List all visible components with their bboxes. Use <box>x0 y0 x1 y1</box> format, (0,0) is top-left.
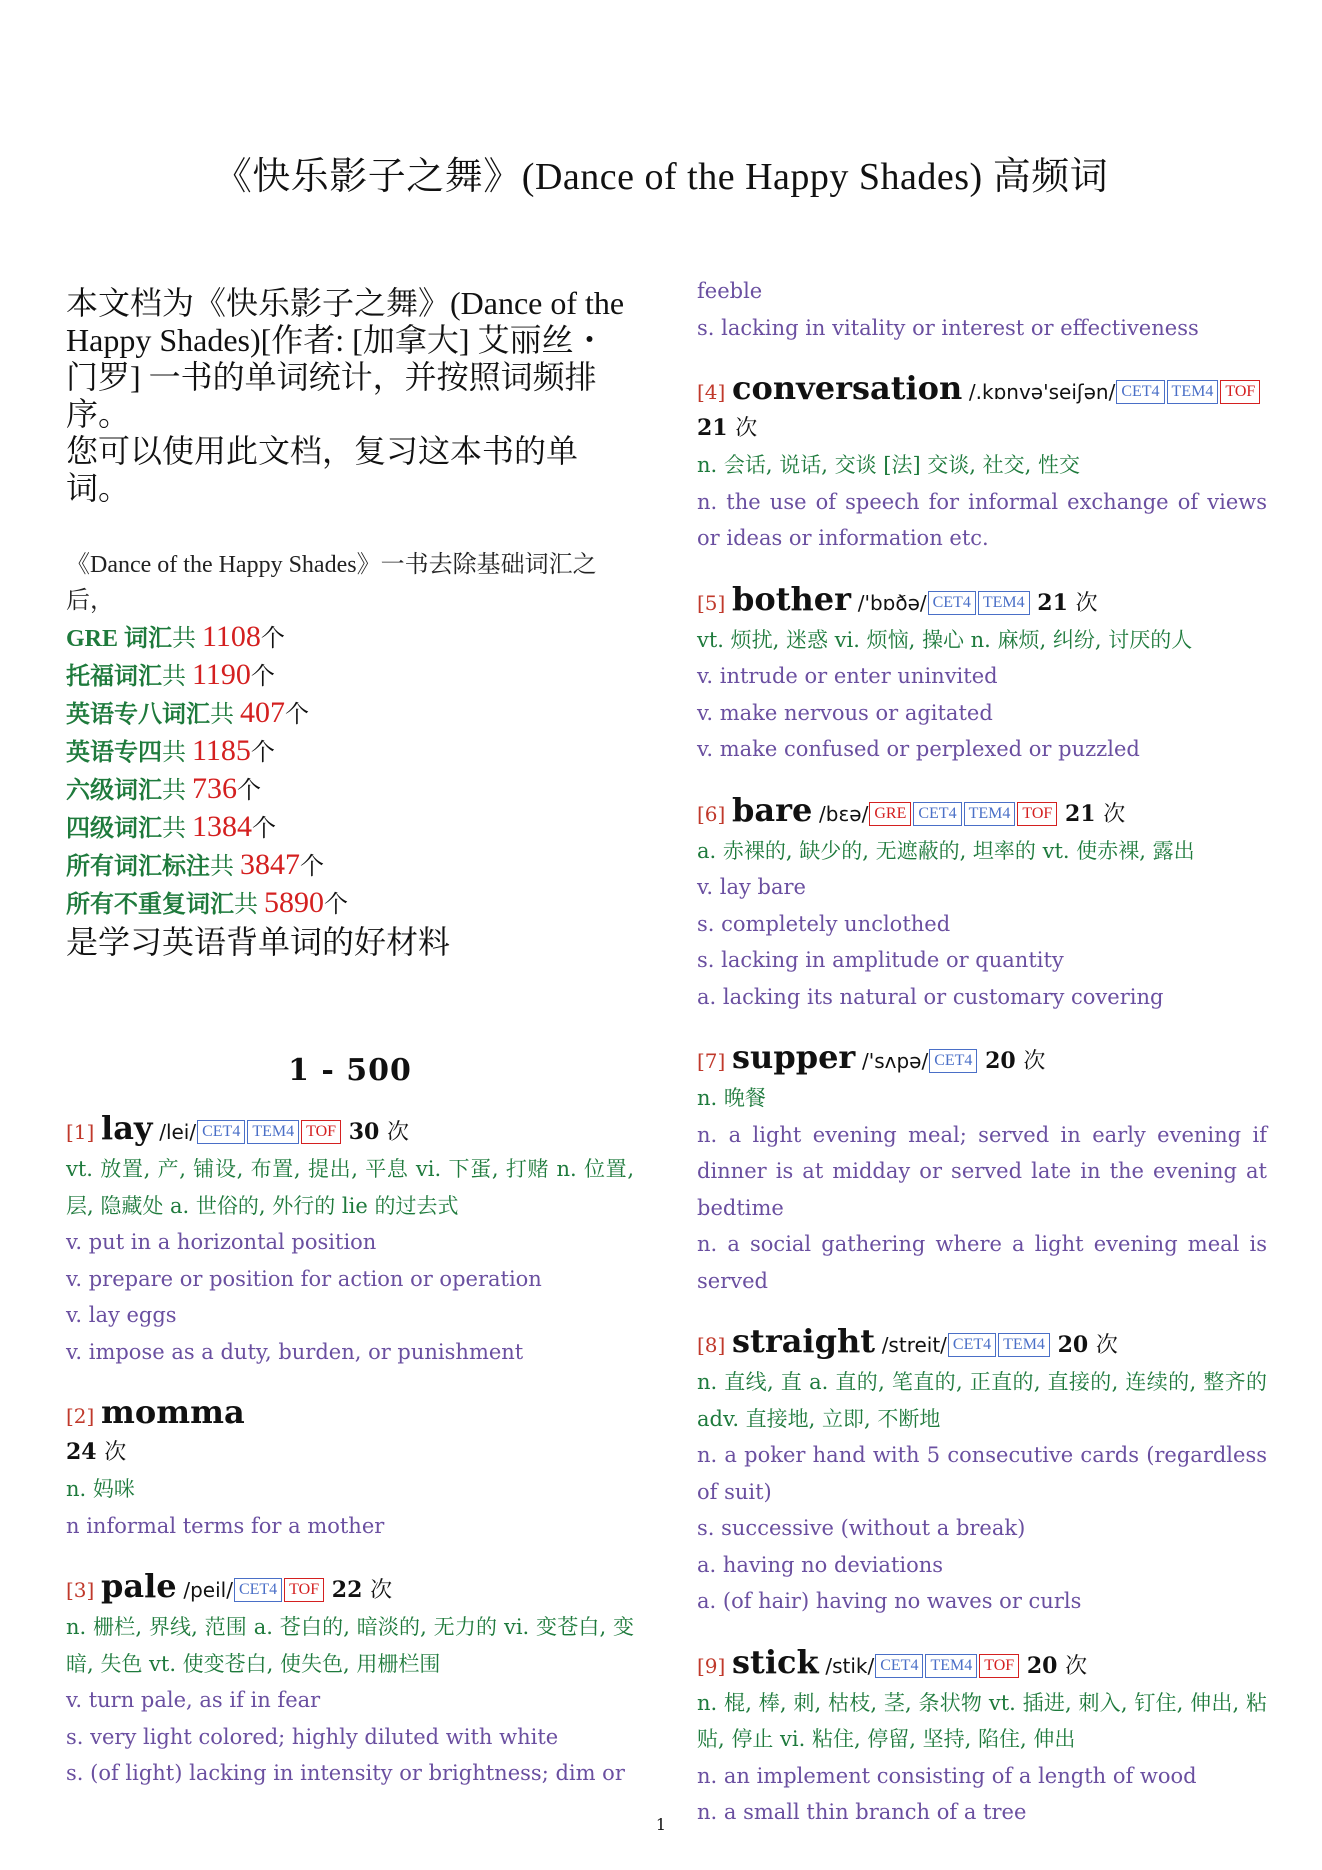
entry-chinese-definition: a. 赤裸的, 缺少的, 无遮蔽的, 坦率的 vt. 使赤裸, 露出 <box>697 838 1195 863</box>
entry-word: bare <box>732 790 813 829</box>
level-tag: TOF <box>1220 380 1260 404</box>
stats-rows <box>66 619 634 923</box>
stat-row <box>66 847 634 885</box>
entry-english-definition: s. completely unclothed <box>697 911 951 936</box>
entry-count-number: 20 <box>1026 1652 1058 1679</box>
stats-lead: 《Dance of the Happy Shades》一书去除基础词汇之后， <box>66 552 597 614</box>
entry-chinese-definition: n. 妈咪 <box>66 1477 135 1501</box>
stat-unit: 个 <box>324 892 348 918</box>
entry-head <box>697 1644 1267 1685</box>
entry-word: supper <box>732 1038 856 1076</box>
entry-english-definition: v. prepare or position for action or operation <box>66 1266 542 1291</box>
level-tag: CET4 <box>875 1654 923 1678</box>
entry-word: bother <box>732 579 852 618</box>
entries-right <box>697 370 1267 1831</box>
entry-english-definition: a. having no deviations <box>697 1552 944 1577</box>
stats-closing: 是学习英语背单词的好材料 <box>66 924 451 960</box>
entry-index: [3] <box>66 1578 95 1602</box>
entry-word: conversation <box>732 369 963 407</box>
continued-entry <box>697 273 1267 346</box>
level-tag: TEM4 <box>964 802 1016 826</box>
entry-chinese-definition: vt. 放置, 产, 铺设, 布置, 提出, 平息 vi. 下蛋, 打赌 n. 位置, 层, 隐藏处 a. 世俗的, 外行的 lie 的过去式 <box>66 1157 634 1218</box>
continued-line-2: s. lacking in vitality or interest or effectiveness <box>697 315 1199 340</box>
entry-count-number: 20 <box>985 1048 1016 1074</box>
entry-count-unit: 次 <box>1103 801 1126 827</box>
entry-head <box>697 1039 1267 1080</box>
entry-english-definition: s. (of light) lacking in intensity or brightness; dim or <box>66 1761 625 1785</box>
stat-row <box>66 619 634 657</box>
stat-label: 英语专四 <box>66 740 162 766</box>
entry-english-definition: a. lacking its natural or customary covering <box>697 984 1164 1009</box>
entry-head <box>697 581 1267 622</box>
entry-index: [6] <box>697 801 726 826</box>
word-entry <box>66 1568 634 1792</box>
entry-head <box>66 1568 634 1609</box>
entry-english-definition: v. put in a horizontal position <box>66 1230 377 1254</box>
entry-english-definition: n informal terms for a mother <box>66 1513 385 1538</box>
stat-unit: 个 <box>250 664 275 690</box>
intro-line-2: 您可以使用此文档，复习这本书的单词。 <box>66 433 579 506</box>
entry-index: [7] <box>697 1049 726 1073</box>
entry-phonetic: /stik/ <box>825 1653 875 1678</box>
entry-word: pale <box>101 1567 177 1605</box>
level-tag: CET4 <box>913 802 961 826</box>
entry-english-definition: n. a small thin branch of a tree <box>697 1800 1027 1824</box>
entry-word: straight <box>732 1322 875 1360</box>
entry-english-definition: v. impose as a duty, burden, or punishment <box>66 1339 524 1364</box>
stat-unit: 个 <box>300 854 324 880</box>
stat-label-suffix: 共 <box>162 664 192 690</box>
entry-chinese-definition: n. 会话, 说话, 交谈 [法] 交谈, 社交, 性交 <box>697 453 1081 477</box>
entry-english-definition: a. (of hair) having no waves or curls <box>697 1589 1082 1613</box>
entry-phonetic: /'bɒðə/ <box>857 590 927 615</box>
entry-phonetic: /bɛə/ <box>819 801 869 826</box>
entry-index: [4] <box>697 380 726 404</box>
stat-unit: 个 <box>285 702 309 728</box>
level-tag: TOF <box>284 1578 324 1602</box>
stat-number: 1108 <box>202 620 261 653</box>
word-entry <box>697 1644 1267 1831</box>
word-entry <box>66 1394 634 1544</box>
stat-unit: 个 <box>250 740 275 766</box>
range-heading: 1 - 500 <box>288 1053 412 1088</box>
entry-count <box>985 1048 1045 1074</box>
entry-english-definition: n. the use of speech for informal exchange of views or ideas or information etc. <box>697 489 1267 550</box>
entry-count-unit: 次 <box>370 1578 393 1603</box>
entry-english-definition: s. very light colored; highly diluted with white <box>66 1724 559 1749</box>
stat-number: 1185 <box>192 734 251 767</box>
stats-block <box>66 547 634 961</box>
entry-count-number: 21 <box>697 415 728 441</box>
entry-index: [9] <box>697 1653 726 1678</box>
entry-english-definition: n. an implement consisting of a length of wood <box>697 1763 1197 1788</box>
word-entry <box>697 1039 1267 1299</box>
intro-line-1: 本文档为《快乐影子之舞》(Dance of the Happy Shades)[作者: [加拿大] 艾丽丝・门罗] 一书的单词统计，并按照词频排序。 <box>66 285 625 432</box>
level-tag: CET4 <box>1116 380 1164 404</box>
stat-number: 1384 <box>192 810 252 843</box>
stat-unit: 个 <box>252 816 276 842</box>
intro <box>66 285 634 507</box>
level-tag: CET4 <box>929 1049 977 1073</box>
stat-number: 407 <box>240 696 285 729</box>
stat-row <box>66 809 634 847</box>
stat-label-suffix: 共 <box>172 626 203 652</box>
stat-label-suffix: 共 <box>162 740 192 766</box>
entry-phonetic: /streit/ <box>881 1333 947 1357</box>
entry-word: lay <box>101 1109 153 1147</box>
entry-index: [1] <box>66 1120 95 1144</box>
entry-phonetic: /.kɒnvə'seiʃən/ <box>968 380 1116 404</box>
level-tag: TOF <box>979 1654 1019 1678</box>
entry-count-number: 21 <box>1037 589 1068 616</box>
stat-label: 托福词汇 <box>66 664 162 690</box>
entry-count-unit: 次 <box>1023 1049 1046 1074</box>
entry-english-definition: n. a poker hand with 5 consecutive cards (regardless of suit) <box>697 1443 1267 1504</box>
left-column <box>66 285 634 1816</box>
entry-head <box>66 1110 634 1151</box>
entry-index: [2] <box>66 1404 95 1428</box>
stat-label: 四级词汇 <box>66 816 162 842</box>
level-tag: CET4 <box>928 591 976 615</box>
entry-english-definition: v. make confused or perplexed or puzzled <box>697 737 1140 761</box>
entry-count <box>1037 590 1097 616</box>
stat-row <box>66 657 634 695</box>
stat-unit: 个 <box>260 626 285 652</box>
stat-label-suffix: 共 <box>234 892 264 918</box>
entries-left <box>66 1110 634 1792</box>
stat-number: 1190 <box>192 658 251 691</box>
word-entry <box>66 1110 634 1370</box>
entry-phonetic: /lei/ <box>159 1120 197 1144</box>
stat-label-suffix: 共 <box>162 816 192 842</box>
entry-count <box>697 415 757 441</box>
stat-label-suffix: 共 <box>162 778 192 804</box>
stat-row <box>66 885 634 923</box>
stat-label-suffix: 共 <box>210 854 240 880</box>
entry-count <box>1058 1332 1118 1358</box>
page-number: 1 <box>655 1815 667 1834</box>
entry-count <box>349 1119 409 1145</box>
level-tag: TOF <box>301 1120 341 1144</box>
entry-head <box>697 370 1267 447</box>
stat-label: GRE 词汇 <box>66 626 173 652</box>
stat-row <box>66 733 634 771</box>
entry-count-unit: 次 <box>735 416 758 441</box>
entry-count <box>66 1439 126 1465</box>
entry-word: momma <box>101 1393 245 1431</box>
entry-chinese-definition: n. 栅栏, 界线, 范围 a. 苍白的, 暗淡的, 无力的 vi. 变苍白, 变暗, 失色 vt. 使变苍白, 使失色, 用栅栏围 <box>66 1615 634 1676</box>
entry-english-definition: v. make nervous or agitated <box>697 700 993 725</box>
entry-head <box>697 792 1267 833</box>
entry-english-definition: n. a social gathering where a light evening meal is served <box>697 1232 1267 1293</box>
entry-chinese-definition: n. 晚餐 <box>697 1086 766 1110</box>
entry-count-number: 20 <box>1057 1332 1089 1358</box>
entry-count-unit: 次 <box>1065 1653 1088 1679</box>
stat-label: 所有不重复词汇 <box>66 892 234 918</box>
entry-english-definition: v. lay eggs <box>66 1303 177 1327</box>
level-tag: CET4 <box>948 1333 996 1357</box>
stat-label: 六级词汇 <box>66 778 162 804</box>
entry-word: stick <box>732 1642 819 1681</box>
word-entry <box>697 792 1267 1016</box>
entry-english-definition: v. turn pale, as if in fear <box>66 1688 321 1712</box>
entry-count <box>332 1577 392 1603</box>
entry-index: [8] <box>697 1333 726 1357</box>
stat-unit: 个 <box>237 778 261 804</box>
entry-count-number: 22 <box>331 1577 363 1603</box>
level-tag: GRE <box>869 802 911 826</box>
entry-english-definition: n. a light evening meal; served in early evening if dinner is at midday or served late in the evening at bedtime <box>697 1122 1267 1220</box>
entry-chinese-definition: vt. 烦扰, 迷惑 vi. 烦恼, 操心 n. 麻烦, 纠纷, 讨厌的人 <box>697 627 1193 652</box>
entry-count-unit: 次 <box>387 1120 410 1145</box>
stat-label: 所有词汇标注 <box>66 854 210 880</box>
entry-english-definition: s. successive (without a break) <box>697 1516 1026 1540</box>
word-entry <box>697 1323 1267 1620</box>
entry-count-number: 30 <box>348 1119 380 1145</box>
entry-english-definition: v. intrude or enter uninvited <box>697 664 998 688</box>
stat-row <box>66 695 634 733</box>
word-entry <box>697 370 1267 557</box>
entry-count <box>1027 1653 1087 1679</box>
stat-label: 英语专八词汇 <box>66 702 210 728</box>
word-entry <box>697 581 1267 768</box>
page-title: 《快乐影子之舞》(Dance of the Happy Shades) 高频词 <box>213 156 1109 198</box>
stat-number: 3847 <box>240 848 300 881</box>
entry-english-definition: v. lay bare <box>697 875 806 899</box>
entry-chinese-definition: n. 直线, 直 a. 直的, 笔直的, 正直的, 直接的, 连续的, 整齐的 adv. 直接地, 立即, 不断地 <box>697 1370 1267 1431</box>
right-column <box>697 279 1267 1855</box>
stat-row <box>66 771 634 809</box>
level-tag: TEM4 <box>925 1654 977 1678</box>
stat-number: 736 <box>192 772 237 805</box>
entry-count-unit: 次 <box>1075 590 1098 616</box>
entry-count-unit: 次 <box>1095 1333 1118 1358</box>
level-tag: TEM4 <box>1167 380 1219 404</box>
entry-count <box>1065 801 1125 827</box>
entry-count-number: 21 <box>1064 800 1096 827</box>
level-tag: TOF <box>1017 802 1057 826</box>
entry-count-unit: 次 <box>104 1440 127 1465</box>
entry-phonetic: /'sʌpə/ <box>861 1049 929 1073</box>
stat-number: 5890 <box>264 886 324 919</box>
level-tag: TEM4 <box>247 1120 299 1144</box>
level-tag: TEM4 <box>978 591 1030 615</box>
level-tag: CET4 <box>234 1578 282 1602</box>
entry-chinese-definition: n. 棍, 棒, 刺, 枯枝, 茎, 条状物 vt. 插进, 刺入, 钉住, 伸出, 粘贴, 停止 vi. 粘住, 停留, 坚持, 陷住, 伸出 <box>697 1690 1267 1751</box>
level-tag: CET4 <box>197 1120 245 1144</box>
continued-line-1: feeble <box>697 279 763 303</box>
entry-head <box>697 1323 1267 1364</box>
entry-index: [5] <box>697 590 726 615</box>
level-tag: TEM4 <box>998 1333 1050 1357</box>
entry-english-definition: s. lacking in amplitude or quantity <box>697 948 1064 972</box>
entry-head <box>66 1394 634 1471</box>
entry-count-number: 24 <box>66 1439 97 1465</box>
stat-label-suffix: 共 <box>210 702 240 728</box>
entry-phonetic: /peil/ <box>183 1578 233 1602</box>
